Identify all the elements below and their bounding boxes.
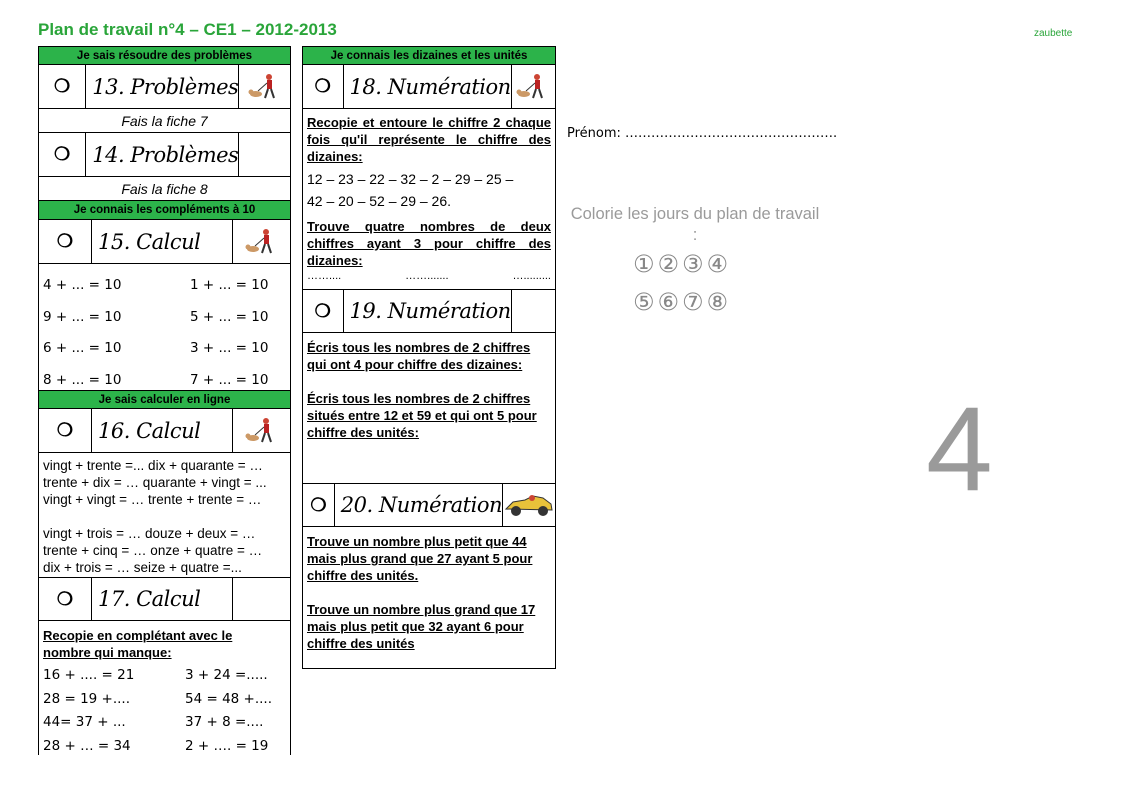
boy-with-dog-icon <box>233 220 290 263</box>
calc-line: trente + cinq = … onze + quatre = … <box>43 543 263 558</box>
calc-item: 3 + 24 =..... <box>185 667 268 683</box>
task-18-exercise <box>302 109 556 289</box>
task-title: 19. Numération <box>344 290 512 332</box>
calc-item: 2 + …. = 19 <box>185 737 269 754</box>
answer-dots: …......... <box>512 270 551 282</box>
boy-with-dog-icon <box>233 409 290 452</box>
circle-bullet-icon[interactable]: ❍ <box>303 290 344 332</box>
exercise-instruction: Trouve quatre nombres de deux chiffres ayant 3 pour chiffre des dizaines: <box>307 219 551 268</box>
colorie-instruction: Colorie les jours du plan de travail : <box>570 205 820 244</box>
task-20-exercise <box>302 527 556 669</box>
exercise-instruction: Trouve un nombre plus grand que 17 mais plus petit que 32 ayant 6 pour chiffre des unités <box>307 602 536 651</box>
calc-item: 1 + ... = 10 <box>190 277 269 293</box>
complements-exercise <box>38 264 291 390</box>
task-19 <box>302 289 556 333</box>
empty-icon-cell <box>512 290 555 332</box>
task-title: 15. Calcul <box>92 220 233 263</box>
race-car-icon <box>503 484 555 526</box>
section-header-calcul-en-ligne: Je sais calculer en ligne <box>38 390 291 409</box>
calc-line: vingt + trente =... dix + quarante = … <box>43 458 263 473</box>
task-13-note: Fais la fiche 7 <box>38 109 291 133</box>
calc-item: 44= 37 + ... <box>43 714 126 730</box>
circle-bullet-icon[interactable]: ❍ <box>39 133 86 176</box>
section-header-problemes: Je sais résoudre des problèmes <box>38 46 291 65</box>
task-title: 17. Calcul <box>92 578 233 620</box>
calc-item: 6 + ... = 10 <box>43 340 122 356</box>
task-19-exercise <box>302 333 556 483</box>
task-20 <box>302 483 556 527</box>
task-title: 20. Numération <box>335 484 503 526</box>
right-column <box>302 46 556 669</box>
calc-line: dix + trois = … seize + quatre =... <box>43 560 242 575</box>
task-14 <box>38 133 291 177</box>
exercise-instruction: Écris tous les nombres de 2 chiffres qui ont 4 pour chiffre des dizaines: <box>307 340 531 372</box>
task-title: 18. Numération <box>344 65 512 108</box>
number-list: 42 – 20 – 52 – 29 – 26. <box>307 193 452 209</box>
section-header-dizaines: Je connais les dizaines et les unités <box>302 46 556 65</box>
circle-bullet-icon[interactable]: ❍ <box>39 409 92 452</box>
day-circles-row-2[interactable]: ⑤⑥⑦⑧ <box>633 288 732 316</box>
boy-with-dog-icon <box>239 65 290 108</box>
task-15 <box>38 220 291 264</box>
task-title: 14. Problèmes <box>86 133 239 176</box>
calc-line: trente + dix = … quarante + vingt = ... <box>43 475 267 490</box>
task-18 <box>302 65 556 109</box>
calc-item: 3 + ... = 10 <box>190 340 269 356</box>
calc-item: 7 + ... = 10 <box>190 371 269 388</box>
section-header-complements: Je connais les compléments à 10 <box>38 201 291 220</box>
answer-dots: …….... <box>307 270 342 282</box>
calc-item: 28 = 19 +.... <box>43 690 131 707</box>
circle-bullet-icon[interactable]: ❍ <box>303 65 344 108</box>
empty-icon-cell <box>239 133 290 176</box>
day-circles-row-1[interactable]: ①②③④ <box>633 250 732 278</box>
left-column <box>38 46 291 755</box>
calc-item: 8 + ... = 10 <box>43 371 122 388</box>
exercise-instruction: Trouve un nombre plus petit que 44 mais plus grand que 27 ayant 5 pour chiffre des unités. <box>307 534 533 583</box>
page-title: Plan de travail n°4 – CE1 – 2012-2013 <box>38 20 337 39</box>
prenom-field[interactable]: Prénom: …………………………………………. <box>567 126 838 141</box>
boy-with-dog-icon <box>512 65 555 108</box>
calc-item: 9 + ... = 10 <box>43 308 122 325</box>
circle-bullet-icon[interactable]: ❍ <box>39 578 92 620</box>
task-14-note: Fais la fiche 8 <box>38 177 291 201</box>
author-label: zaubette <box>1034 28 1073 39</box>
calc-line: vingt + trois = … douze + deux = … <box>43 526 256 541</box>
circle-bullet-icon[interactable]: ❍ <box>303 484 335 526</box>
calc-line: vingt + vingt = … trente + trente = … <box>43 492 262 507</box>
calcul-en-ligne-exercise <box>38 453 291 577</box>
calc-item: 37 + 8 =.... <box>185 714 264 730</box>
calc-item: 16 + .... = 21 <box>43 667 135 683</box>
circle-bullet-icon[interactable]: ❍ <box>39 220 92 263</box>
calc-item: 28 + … = 34 <box>43 737 131 754</box>
calc-item: 5 + ... = 10 <box>190 308 269 325</box>
task-16 <box>38 409 291 453</box>
calc-item: 54 = 48 +.... <box>185 690 273 707</box>
task-13 <box>38 65 291 109</box>
recopie-exercise <box>38 621 291 755</box>
circle-bullet-icon[interactable]: ❍ <box>39 65 86 108</box>
exercise-instruction: Écris tous les nombres de 2 chiffres situés entre 12 et 59 et qui ont 5 pour chiffre des unités: <box>307 391 537 440</box>
exercise-instruction: Recopie en complétant avec le nombre qui manque: <box>43 628 233 660</box>
empty-icon-cell <box>233 578 290 620</box>
number-list: 12 – 23 – 22 – 32 – 2 – 29 – 25 – <box>307 171 514 187</box>
exercise-instruction: Recopie et entoure le chiffre 2 chaque fois qu'il représente le chiffre des dizaines: <box>307 115 551 164</box>
task-title: 13. Problèmes <box>86 65 239 108</box>
task-title: 16. Calcul <box>92 409 233 452</box>
answer-dots: ……....... <box>405 270 449 282</box>
plan-number: 4 <box>926 382 993 516</box>
task-17 <box>38 577 291 621</box>
calc-item: 4 + ... = 10 <box>43 277 122 293</box>
